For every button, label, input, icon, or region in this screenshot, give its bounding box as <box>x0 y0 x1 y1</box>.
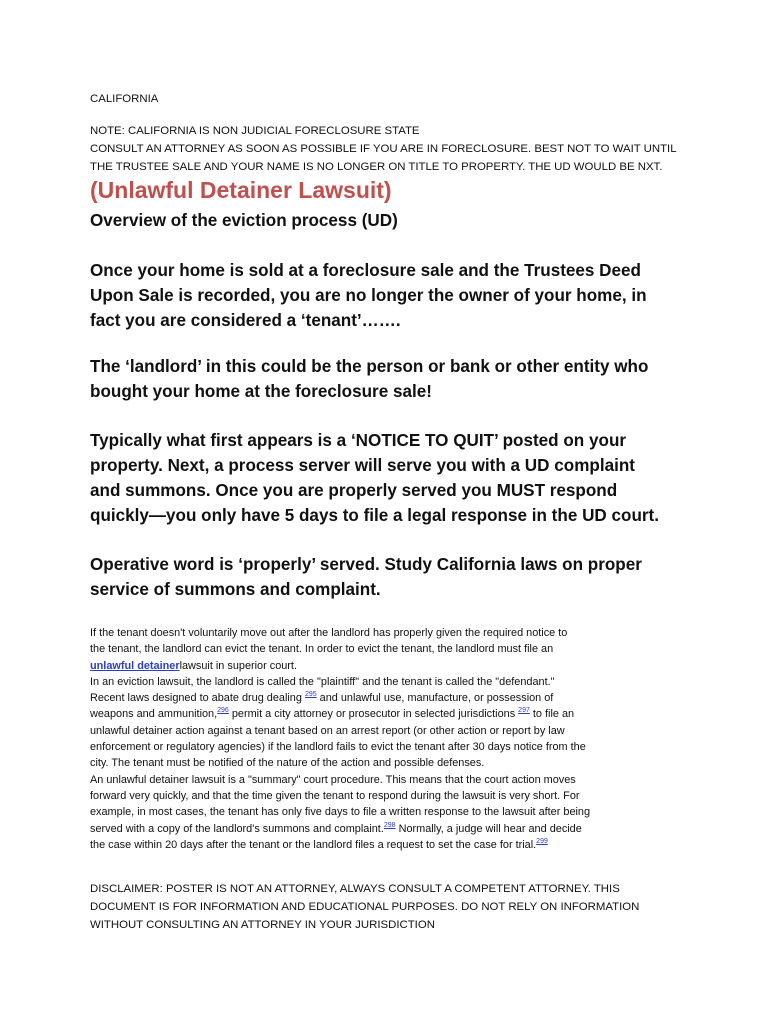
bold-paragraph-sale <box>90 258 647 333</box>
paragraph-line: and summons. Once you are properly served you MUST respond <box>90 481 618 500</box>
body-text: weapons and ammunition, <box>90 708 218 721</box>
note-line: NOTE: CALIFORNIA IS NON JUDICIAL FORECLOSURE STATE <box>90 125 420 137</box>
body-line <box>90 658 590 674</box>
body-line: city. The tenant must be notified of the nature of the action and possible defenses. <box>90 757 485 770</box>
body-text: served with a copy of the landlord's summons and complaint. <box>90 822 384 835</box>
body-text: to file an <box>529 708 575 721</box>
paragraph-line: The ‘landlord’ in this could be the person or bank or other entity who <box>90 357 649 376</box>
bold-paragraph-notice <box>90 428 659 528</box>
body-line: In an eviction lawsuit, the landlord is called the "plaintiff" and the tenant is called the "defendant." <box>90 675 555 688</box>
body-text-block <box>90 625 590 853</box>
body-text: permit a city attorney or prosecutor in selected jurisdictions <box>228 708 519 721</box>
paragraph-line: bought your home at the foreclosure sale! <box>90 382 432 401</box>
body-text: the case within 20 days after the tenant or the landlord files a request to set the case for trial. <box>90 838 537 851</box>
unlawful-detainer-link[interactable]: unlawful detainer <box>90 659 180 672</box>
body-line <box>90 690 590 706</box>
body-line: An unlawful detainer lawsuit is a "summary" court procedure. This means that the court action moves <box>90 773 576 786</box>
body-line <box>90 837 590 853</box>
bold-paragraph-service <box>90 552 642 602</box>
note-line: CONSULT AN ATTORNEY AS SOON AS POSSIBLE IF YOU ARE IN FORECLOSURE. BEST NOT TO WAIT UNTIL <box>90 143 677 155</box>
footnote-link-298[interactable]: 298 <box>383 821 396 829</box>
disclaimer-line: DOCUMENT IS FOR INFORMATION AND EDUCATIONAL PURPOSES. DO NOT RELY ON INFORMATION <box>90 901 640 913</box>
body-line <box>90 706 590 722</box>
paragraph-line: fact you are considered a ‘tenant’……. <box>90 311 401 330</box>
footnote-link-297[interactable]: 297 <box>518 707 530 715</box>
note-block <box>90 122 677 176</box>
footnote-link-299[interactable]: 299 <box>536 837 548 845</box>
body-line: the tenant, the landlord can evict the tenant. In order to evict the tenant, the landlord must file an <box>90 643 554 656</box>
paragraph-line: service of summons and complaint. <box>90 580 381 599</box>
body-line <box>90 821 590 837</box>
body-text: Recent laws designed to abate drug dealing <box>90 692 305 705</box>
paragraph-line: Typically what first appears is a ‘NOTICE TO QUIT’ posted on your <box>90 431 627 450</box>
body-text: Normally, a judge will hear and decide <box>395 822 582 835</box>
body-line: example, in most cases, the tenant has only five days to file a written response to the lawsuit after being <box>90 806 591 819</box>
footnote-link-295[interactable]: 295 <box>304 691 317 699</box>
body-text: lawsuit in superior court. <box>179 659 297 672</box>
paragraph-line: quickly—you only have 5 days to file a legal response in the UD court. <box>90 506 659 525</box>
paragraph-line: Upon Sale is recorded, you are no longer the owner of your home, in <box>90 286 647 305</box>
document-title: (Unlawful Detainer Lawsuit) <box>90 177 392 203</box>
body-text: and unlawful use, manufacture, or possession of <box>316 692 554 705</box>
body-line: unlawful detainer action against a tenant based on an arrest report (or other action or report by law <box>90 724 565 737</box>
state-heading: CALIFORNIA <box>90 93 159 105</box>
body-line: If the tenant doesn't voluntarily move out after the landlord has properly given the required notice to <box>90 627 568 639</box>
paragraph-line: property. Next, a process server will serve you with a UD complaint <box>90 456 635 475</box>
note-line: THE TRUSTEE SALE AND YOUR NAME IS NO LONGER ON TITLE TO PROPERTY. THE UD WOULD BE NXT. <box>90 161 663 173</box>
paragraph-line: Once your home is sold at a foreclosure sale and the Trustees Deed <box>90 261 641 280</box>
disclaimer-block <box>90 880 639 934</box>
overview-heading: Overview of the eviction process (UD) <box>90 211 398 230</box>
disclaimer-line: WITHOUT CONSULTING AN ATTORNEY IN YOUR JURISDICTION <box>90 919 435 931</box>
disclaimer-line: DISCLAIMER: POSTER IS NOT AN ATTORNEY, ALWAYS CONSULT A COMPETENT ATTORNEY. THIS <box>90 883 620 895</box>
body-line: enforcement or regulatory agencies) if the landlord fails to evict the tenant after 30 days notice from the <box>90 741 586 754</box>
body-line: forward very quickly, and that the time given the tenant to respond during the lawsuit is very short. For <box>90 789 580 802</box>
footnote-link-296[interactable]: 296 <box>217 707 229 715</box>
bold-paragraph-landlord <box>90 354 648 404</box>
paragraph-line: Operative word is ‘properly’ served. Study California laws on proper <box>90 555 642 574</box>
